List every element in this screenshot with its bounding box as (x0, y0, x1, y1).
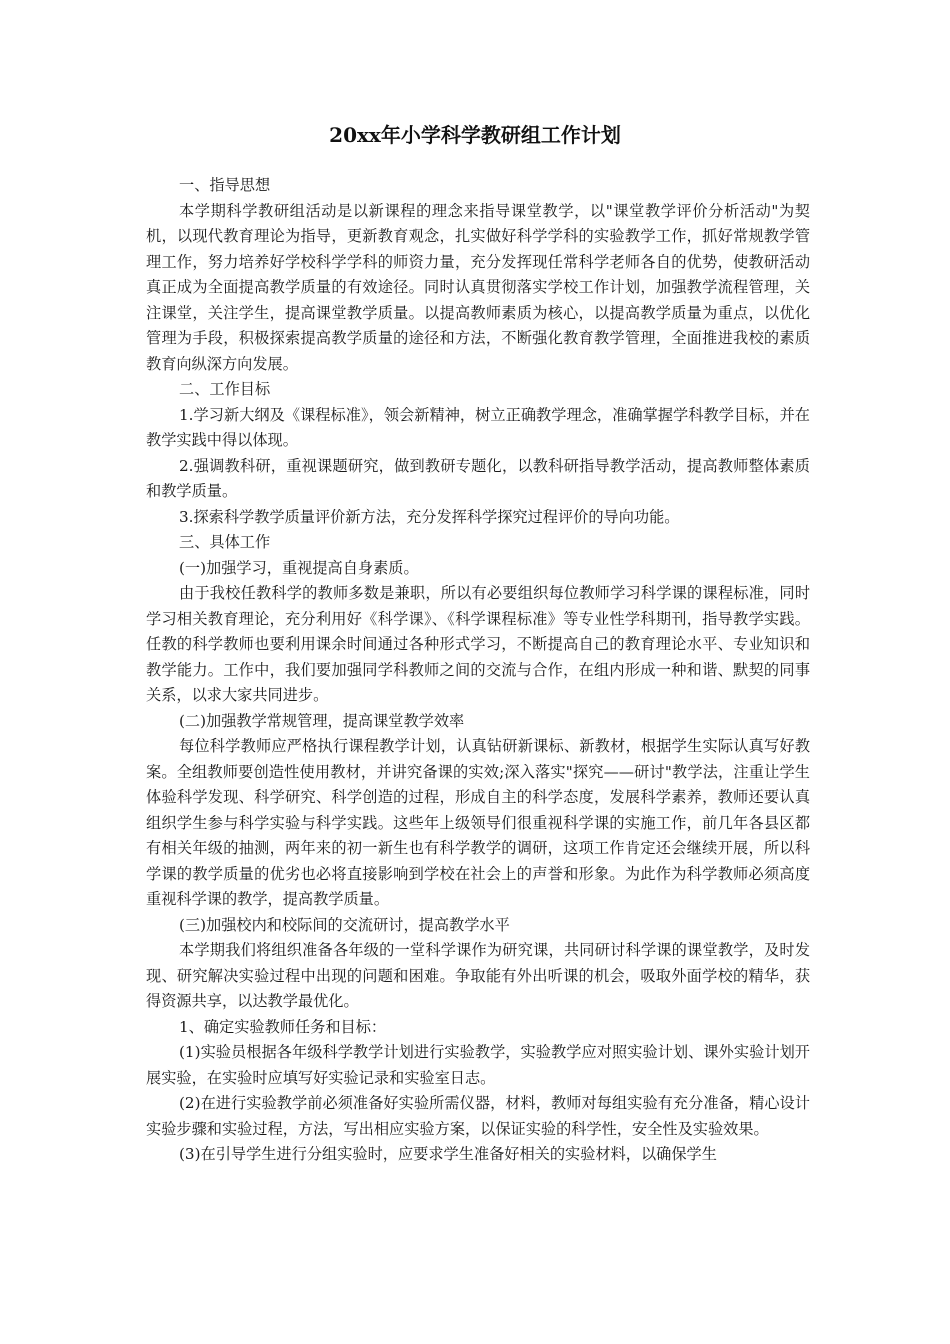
subsection-heading: (三)加强校内和校际间的交流研讨，提高教学水平 (179, 915, 510, 934)
goal-item: 1.学习新大纲及《课程标准》，领会新精神，树立正确教学理念，准确掌握学科教学目标，并在教学实践中得以体现。 (146, 405, 810, 449)
list-heading: 1、确定实验教师任务和目标： (179, 1017, 387, 1036)
document-title: 20xx年小学科学教研组工作计划 (329, 123, 621, 147)
list-item: (3)在引导学生进行分组实验时，应要求学生准备好相关的实验材料，以确保学生 (179, 1145, 717, 1163)
goal-item: 3.探索科学教学质量评价新方法，充分发挥科学探究过程评价的导向功能。 (179, 507, 680, 526)
subsection-heading: (二)加强教学常规管理，提高课堂教学效率 (179, 711, 465, 730)
document-body (146, 173, 810, 1168)
section-heading-work-goals: 二、工作目标 (179, 380, 271, 398)
paragraph: 本学期我们将组织准备各年级的一堂科学课作为研究课，共同研讨科学课的课堂教学，及时发现、研究解决实验过程中出现的问题和困难。争取能有外出听课的机会，吸取外面学校的精华，获得资源共享，以达教学最优化。 (146, 941, 810, 1010)
list-item: (1)实验员根据各年级科学教学计划进行实验教学，实验教学应对照实验计划、课外实验计划开展实验，在实验时应填写好实验记录和实验室日志。 (146, 1043, 810, 1087)
paragraph: 本学期科学教研组活动是以新课程的理念来指导课堂教学，以"课堂教学评价分析活动"为契机，以现代教育理论为指导，更新教育观念，扎实做好科学学科的实验教学工作，抓好常规教学管理工作，努力培养好学校科学学科的师资力量，充分发挥现任常科学老师各自的优势，使教研活动真正成为全面提高教学质量的有效途径。同时认真贯彻落实学校工作计划，加强教学流程管理，关注课堂，关注学生，提高课堂教学质量。以提高教师素质为核心，以提高教学质量为重点，以优化管理为手段，积极探索提高教学质量的途径和方法，不断强化教育教学管理，全面推进我校的素质教育向纵深方向发展。 (146, 201, 810, 373)
list-item: (2)在进行实验教学前必须准备好实验所需仪器，材料，教师对每组实验有充分准备，精心设计实验步骤和实验过程，方法，写出相应实验方案，以保证实验的科学性，安全性及实验效果。 (146, 1094, 810, 1138)
subsection-heading: (一)加强学习，重视提高自身素质。 (179, 558, 419, 577)
paragraph: 由于我校任教科学的教师多数是兼职，所以有必要组织每位教师学习科学课的课程标准，同时学习相关教育理论，充分利用好《科学课》、《科学课程标准》等专业性学科期刊，指导教学实践。任教的科学教师也要利用课余时间通过各种形式学习，不断提高自己的教育理论水平、专业知识和教学能力。工作中，我们要加强同学科教师之间的交流与合作，在组内形成一种和谐、默契的同事关系，以求大家共同进步。 (146, 584, 810, 704)
paragraph: 每位科学教师应严格执行课程教学计划，认真钻研新课标、新教材，根据学生实际认真写好教案。全组教师要创造性使用教材，并讲究备课的实效;深入落实"探究——研讨"教学法，注重让学生体验科学发现、科学研究、科学创造的过程，形成自主的科学态度，发展科学素养，教师还要认真组织学生参与科学实验与科学实践。这些年上级领导们很重视科学课的实施工作，前几年各县区都有相关年级的抽测，两年来的初一新生也有科学教学的调研，这项工作肯定还会继续开展，所以科学课的教学质量的优劣也必将直接影响到学校在社会上的声誉和形象。为此作为科学教师必须高度重视科学课的教学，提高教学质量。 (146, 737, 810, 908)
goal-item: 2.强调教科研，重视课题研究，做到教研专题化，以教科研指导教学活动，提高教师整体素质和教学质量。 (146, 456, 810, 500)
section-heading-guiding-ideology: 一、指导思想 (179, 176, 271, 194)
section-heading-specific-work: 三、具体工作 (179, 533, 271, 551)
